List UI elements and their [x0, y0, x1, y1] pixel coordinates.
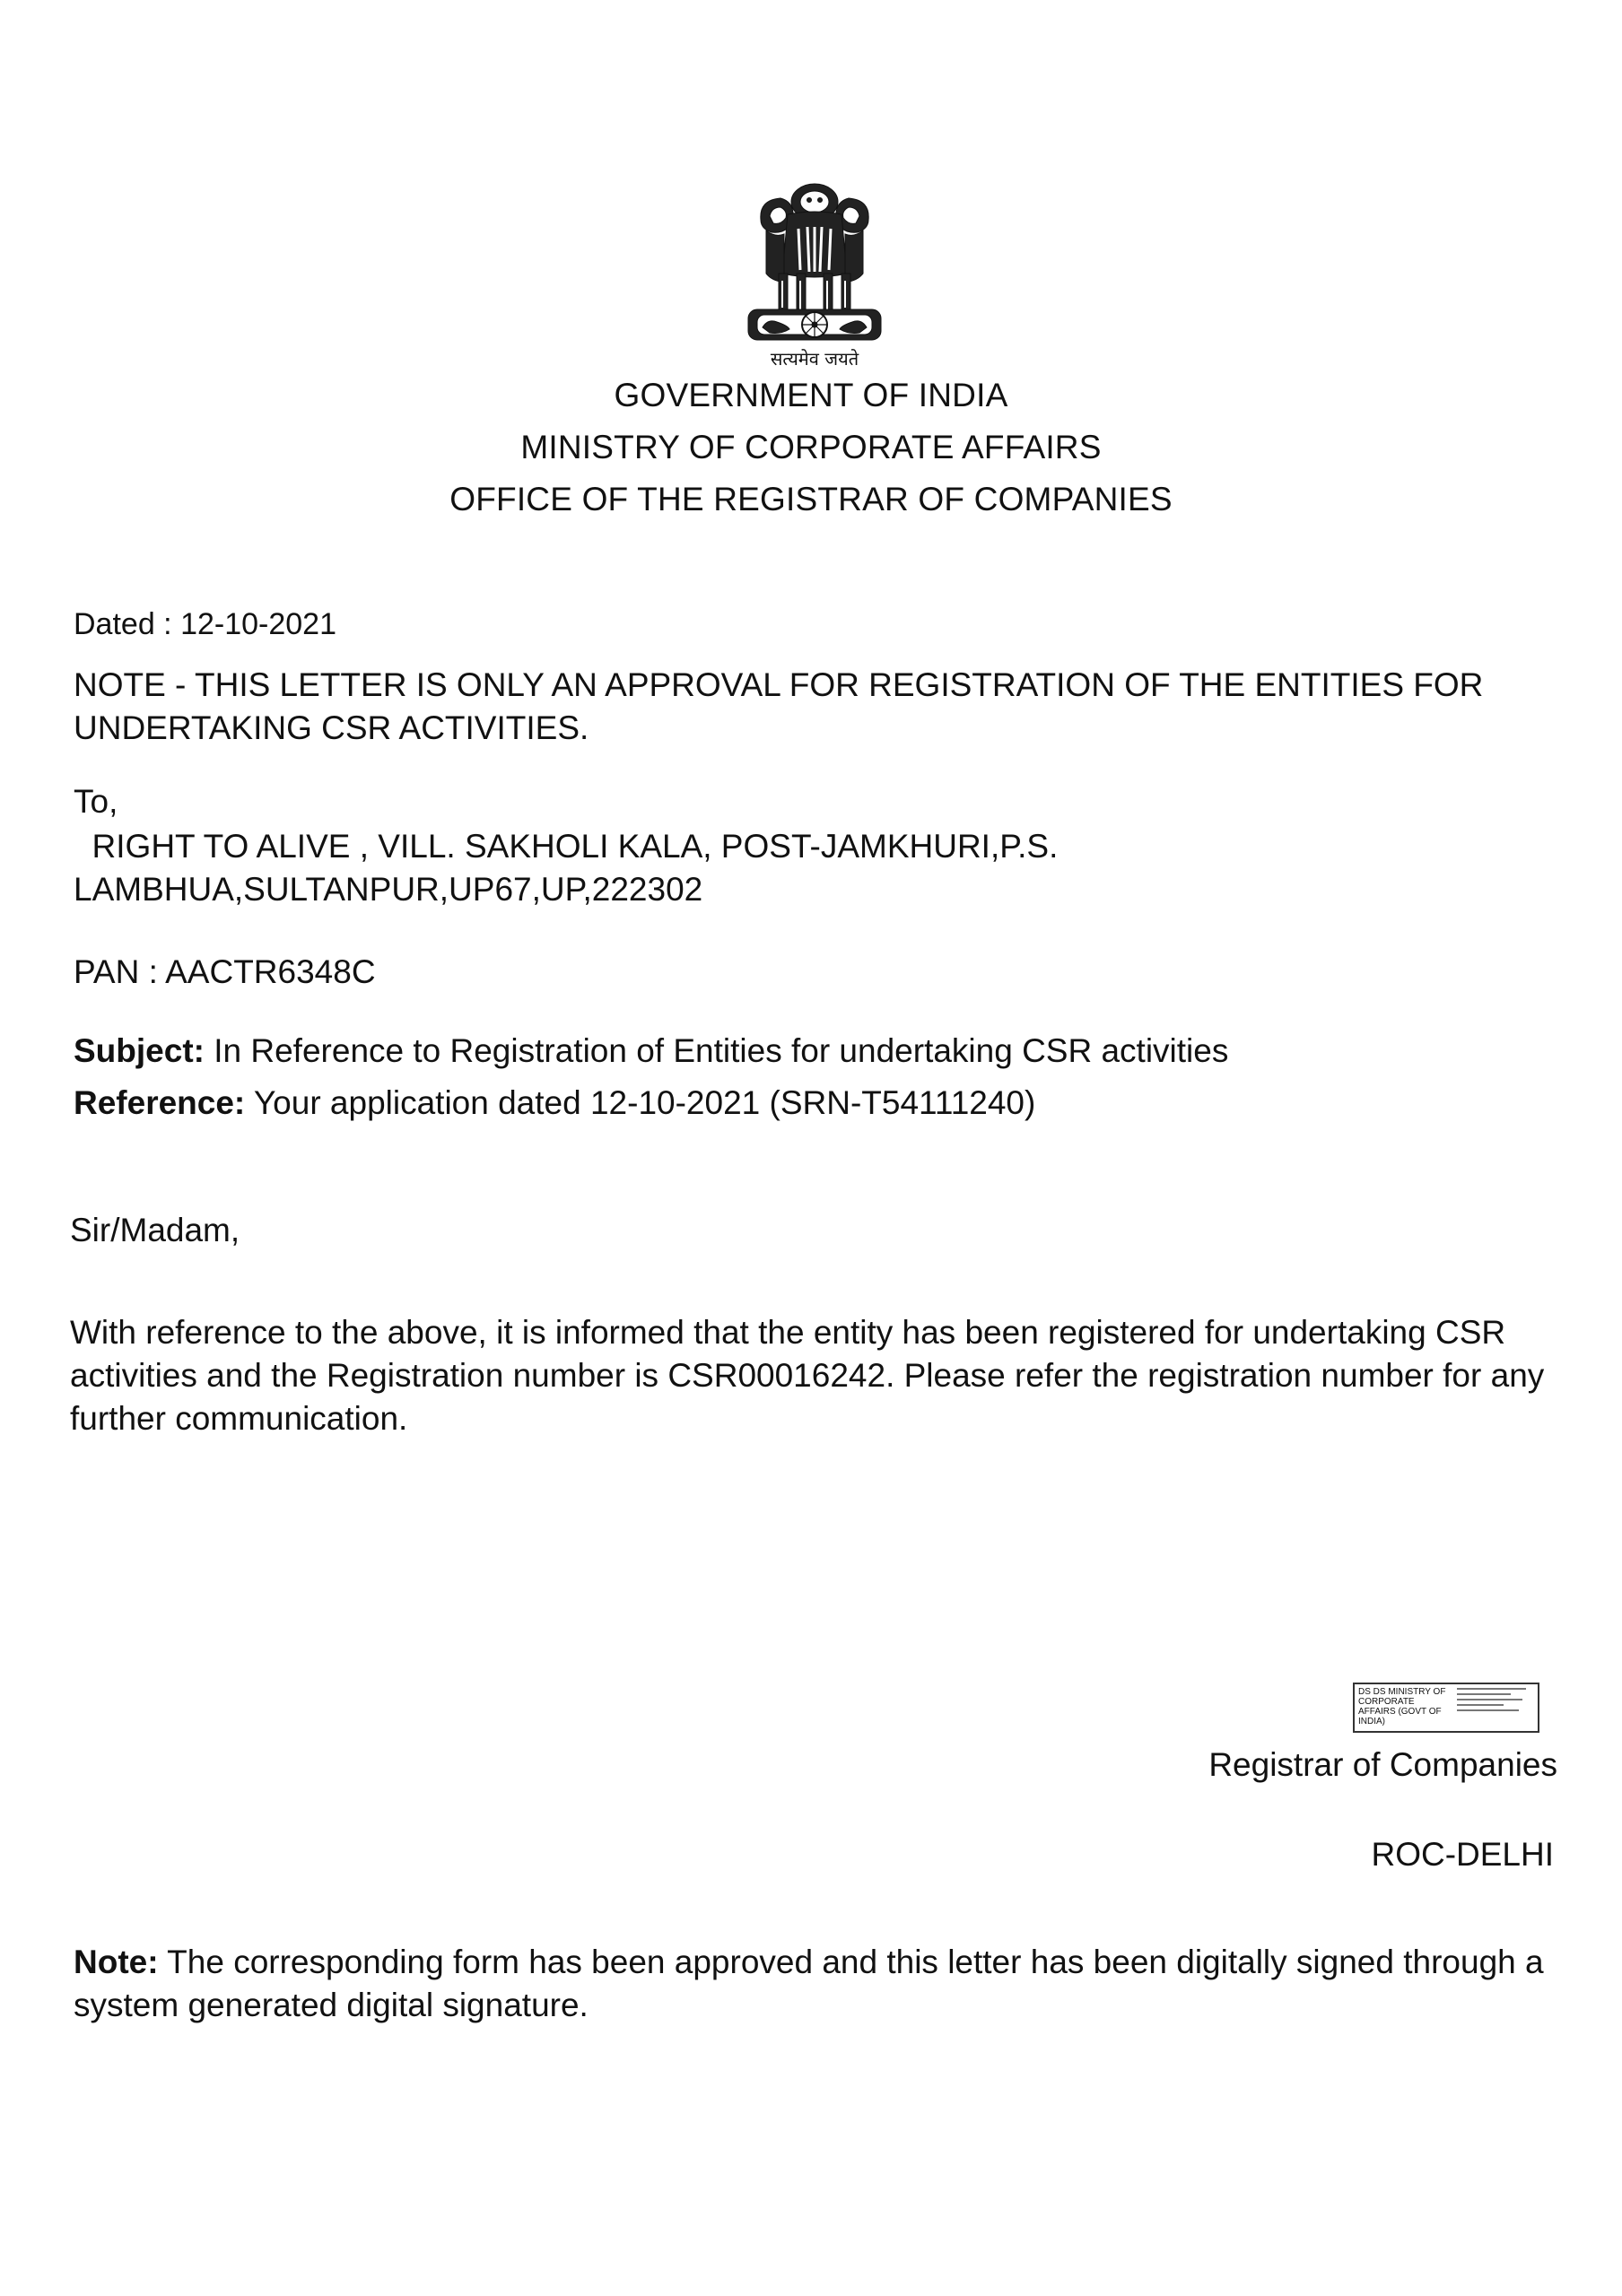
signature-details-icon	[1453, 1684, 1538, 1731]
header-office: OFFICE OF THE REGISTRAR OF COMPANIES	[449, 481, 1173, 517]
approval-note: NOTE - THIS LETTER IS ONLY AN APPROVAL FOR REGISTRATION OF THE ENTITIES FOR UNDERTAKING CSR ACTIVITIES.	[74, 666, 1484, 746]
recipient-address	[74, 825, 1330, 911]
to-label: To,	[74, 783, 118, 820]
subject-text: In Reference to Registration of Entities for undertaking CSR activities	[204, 1032, 1229, 1069]
registrar-title: Registrar of Companies	[1208, 1746, 1557, 1783]
reference-line	[74, 1082, 1035, 1125]
subject-line	[74, 1030, 1228, 1073]
subject-label: Subject:	[74, 1032, 205, 1069]
footer-note-label: Note:	[74, 1944, 159, 1980]
address-line-1: RIGHT TO ALIVE , VILL. SAKHOLI KALA, POST-JAMKHURI,P.S.	[74, 828, 1059, 865]
address-line-2: LAMBHUA,SULTANPUR,UP67,UP,222302	[74, 871, 703, 908]
salutation: Sir/Madam,	[70, 1212, 240, 1248]
national-emblem-icon	[725, 175, 904, 372]
header-ministry: MINISTRY OF CORPORATE AFFAIRS	[520, 429, 1102, 465]
digital-signature-box	[1353, 1683, 1539, 1733]
header-government: GOVERNMENT OF INDIA	[614, 377, 1008, 413]
emblem-motto: सत्यमेव जयते	[770, 348, 859, 370]
reference-text: Your application dated 12-10-2021 (SRN-T54111240)	[245, 1084, 1036, 1121]
footer-note-text: The corresponding form has been approved and this letter has been digitally signed through a system generated digital signature.	[74, 1944, 1544, 2023]
body-paragraph: With reference to the above, it is informed that the entity has been registered for undertaking CSR activities and the Registration number is CSR00016242. Please refer the registration number for any further communication.	[70, 1314, 1545, 1437]
pan-number: PAN : AACTR6348C	[74, 953, 376, 990]
footer-note	[74, 1941, 1545, 2027]
signature-box-text: DS DS MINISTRY OF CORPORATE AFFAIRS (GOVT OF INDIA)	[1358, 1687, 1446, 1726]
roc-office: ROC-DELHI	[1371, 1836, 1554, 1873]
reference-label: Reference:	[74, 1084, 246, 1121]
letter-date: Dated : 12-10-2021	[74, 607, 336, 641]
